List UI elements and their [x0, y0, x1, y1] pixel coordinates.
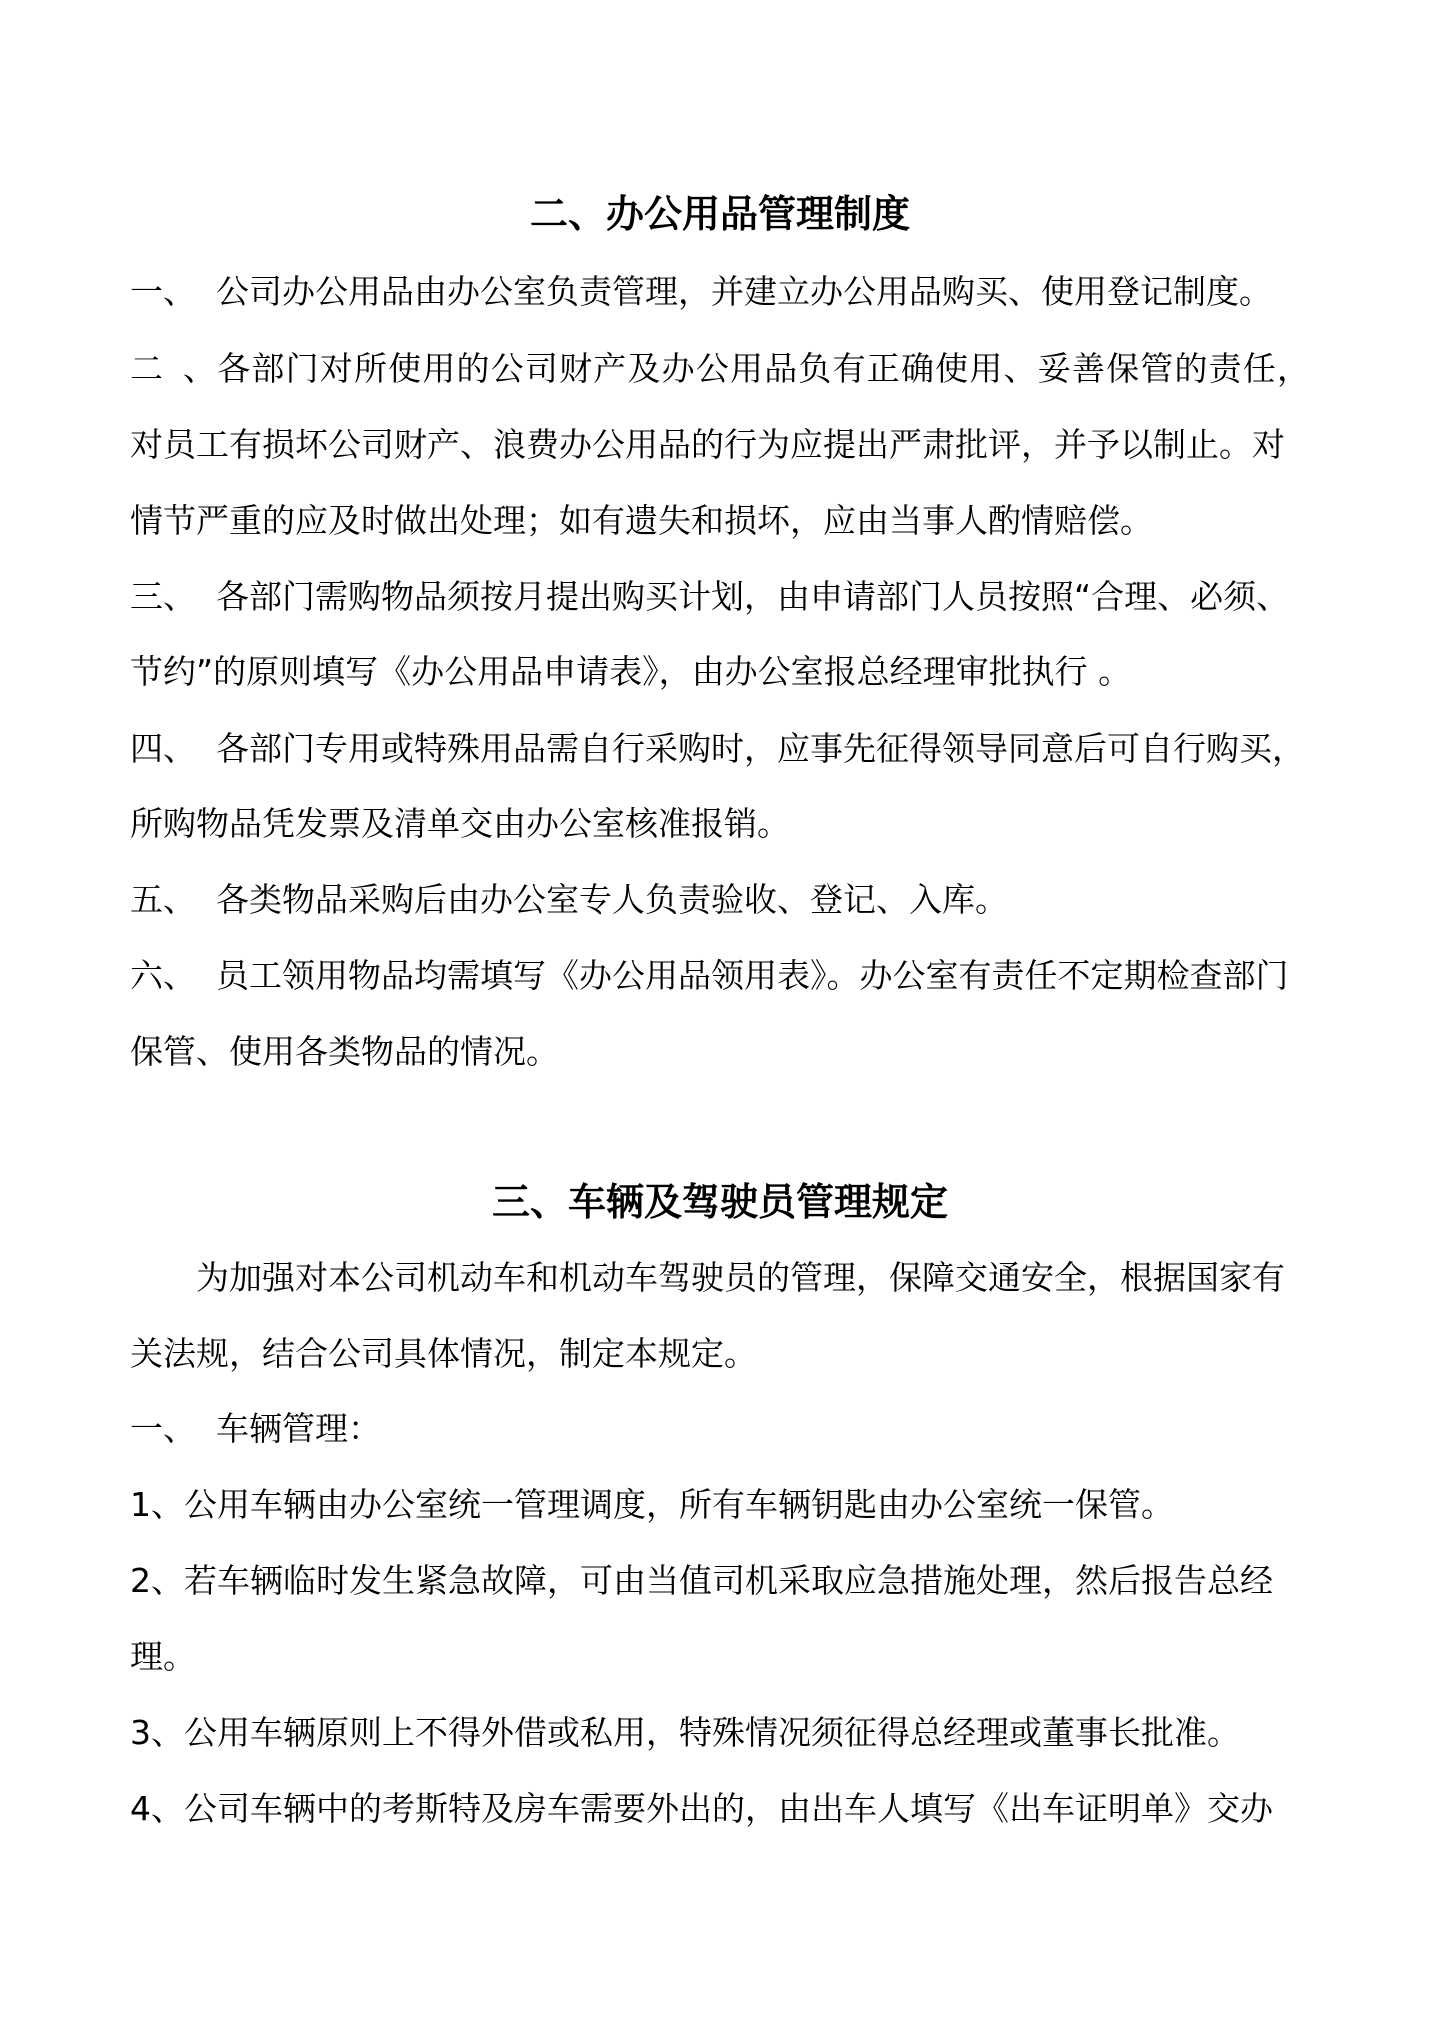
list-marker: 一、: [130, 272, 196, 311]
line-text: 所购物品凭发票及清单交由办公室核准报销。: [130, 804, 790, 843]
list-marker: 五、: [130, 880, 196, 919]
line-text: 1、公用车辆由办公室统一管理调度，所有车辆钥匙由办公室统一保管。: [130, 1485, 1174, 1524]
line-text: 公司办公用品由办公室负责管理，并建立办公用品购买、使用登记制度。: [216, 272, 1272, 311]
paragraph-line: [196, 1254, 1310, 1302]
paragraph-line: [130, 497, 1310, 545]
line-text: 车辆管理：: [216, 1409, 381, 1448]
paragraph-line: [130, 1028, 1310, 1076]
list-marker: 六、: [130, 956, 196, 995]
paragraph-line: [130, 345, 1310, 393]
line-text: 节约”的原则填写《办公用品申请表》，由办公室报总经理审批执行 。: [130, 652, 1132, 691]
paragraph-line: [130, 1785, 1310, 1833]
paragraph-line: [130, 800, 1310, 848]
line-text: 各部门对所使用的公司财产及办公用品负有正确使用、妥善保管的责任，: [216, 349, 1310, 388]
paragraph-line: [130, 876, 1310, 924]
section-title: 二、办公用品管理制度: [529, 192, 910, 236]
paragraph-line: [130, 1405, 1310, 1453]
paragraph-line: [130, 268, 1310, 316]
list-marker: 四、: [130, 729, 196, 768]
line-text: 各部门专用或特殊用品需自行采购时，应事先征得领导同意后可自行购买，: [216, 729, 1305, 768]
paragraph-line: [130, 648, 1310, 696]
paragraph-line: [130, 1481, 1310, 1529]
list-marker: 三、: [130, 577, 196, 616]
line-text: 各类物品采购后由办公室专人负责验收、登记、入库。: [216, 880, 1008, 919]
line-text: 为加强对本公司机动车和机动车驾驶员的管理，保障交通安全，根据国家有: [196, 1258, 1285, 1297]
line-text: 4、公司车辆中的考斯特及房车需要外出的，由出车人填写《出车证明单》交办: [130, 1789, 1273, 1828]
line-text: 各部门需购物品须按月提出购买计划，由申请部门人员按照“合理、必须、: [216, 577, 1290, 616]
paragraph-line: [130, 952, 1310, 1000]
line-text: 员工领用物品均需填写《办公用品领用表》。办公室有责任不定期检查部门: [216, 956, 1289, 995]
paragraph-line: [130, 1557, 1310, 1605]
paragraph-line: [130, 725, 1310, 773]
line-text: 保管、使用各类物品的情况。: [130, 1032, 559, 1071]
paragraph-line: [130, 573, 1310, 621]
paragraph-line: [130, 1709, 1310, 1757]
line-text: 对员工有损坏公司财产、浪费办公用品的行为应提出严肃批评，并予以制止。对: [130, 425, 1285, 464]
line-text: 理。: [130, 1637, 196, 1676]
paragraph-line: [130, 421, 1310, 469]
line-text: 情节严重的应及时做出处理；如有遗失和损坏，应由当事人酌情赔偿。: [130, 501, 1153, 540]
section-title: 三、车辆及驾驶员管理规定: [491, 1180, 948, 1224]
list-marker: 一、: [130, 1409, 196, 1448]
line-text: 关法规，结合公司具体情况，制定本规定。: [130, 1334, 757, 1373]
paragraph-line: [130, 1330, 1310, 1378]
list-marker: 二、: [130, 349, 216, 388]
line-text: 3、公用车辆原则上不得外借或私用，特殊情况须征得总经理或董事长批准。: [130, 1713, 1240, 1752]
paragraph-line: [130, 1633, 1310, 1681]
line-text: 2、若车辆临时发生紧急故障，可由当值司机采取应急措施处理，然后报告总经: [130, 1561, 1273, 1600]
